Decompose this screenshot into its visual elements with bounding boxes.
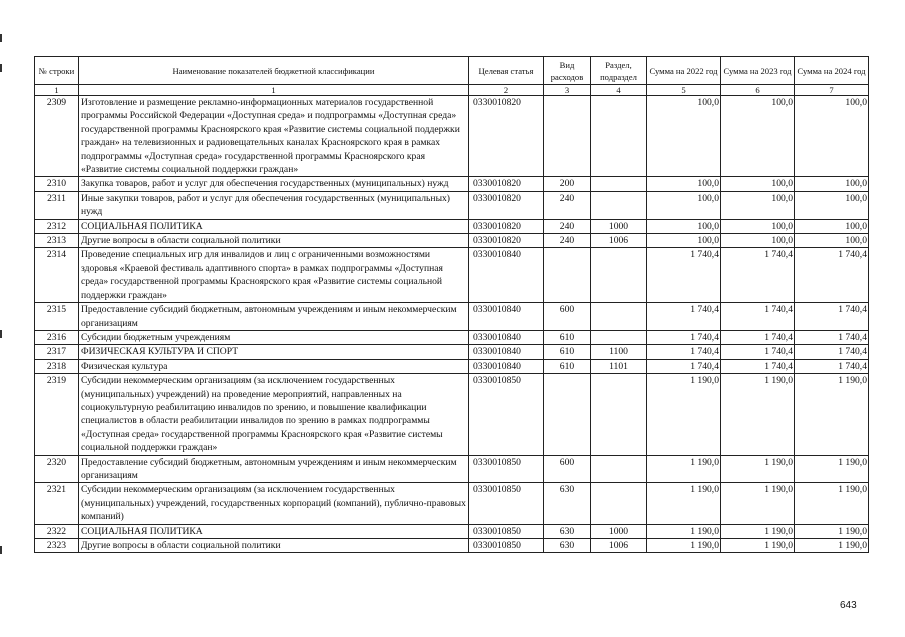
indicator-name: Другие вопросы в области социальной политики xyxy=(79,539,469,553)
table-row xyxy=(35,219,869,233)
section-code xyxy=(591,483,647,524)
table-row xyxy=(35,483,869,524)
target-article: 0330010840 xyxy=(469,345,544,359)
sum-2022: 100,0 xyxy=(647,219,721,233)
header-name: Наименование показателей бюджетной классификации xyxy=(79,57,469,85)
row-number: 2321 xyxy=(35,483,79,524)
section-code: 1101 xyxy=(591,359,647,373)
section-code: 1006 xyxy=(591,234,647,248)
sum-2023: 100,0 xyxy=(721,219,795,233)
sum-2022: 1 740,4 xyxy=(647,303,721,331)
sum-2022: 1 190,0 xyxy=(647,483,721,524)
row-number: 2318 xyxy=(35,359,79,373)
sum-2022: 100,0 xyxy=(647,177,721,191)
column-number: 7 xyxy=(795,85,869,96)
target-article: 0330010840 xyxy=(469,359,544,373)
indicator-name: Субсидии бюджетным учреждениям xyxy=(79,330,469,344)
sum-2024: 1 190,0 xyxy=(795,539,869,553)
row-number: 2312 xyxy=(35,219,79,233)
sum-2022: 1 740,4 xyxy=(647,330,721,344)
sum-2023: 1 740,4 xyxy=(721,248,795,303)
row-number: 2323 xyxy=(35,539,79,553)
header-row-no: № строки xyxy=(35,57,79,85)
section-code: 1000 xyxy=(591,524,647,538)
section-code xyxy=(591,330,647,344)
expense-type xyxy=(544,374,591,455)
expense-type: 240 xyxy=(544,191,591,219)
expense-type: 630 xyxy=(544,483,591,524)
sum-2023: 1 740,4 xyxy=(721,330,795,344)
expense-type: 630 xyxy=(544,539,591,553)
expense-type: 630 xyxy=(544,524,591,538)
table-row xyxy=(35,345,869,359)
indicator-name: Субсидии некоммерческим организациям (за исключением государственных (муниципальных) учреждений) на проведение мероприятий, направленных на социокультурную реабилитацию инвалидов по зрению, и повышение квалификации специалистов в области реабилитации инвалидов по зрению в рамках подпрограммы «Доступная среда» государственной программы Красноярского края «Развитие системы социальной поддержки граждан» xyxy=(79,374,469,455)
table-row xyxy=(35,524,869,538)
header-expense-type: Вид расходов xyxy=(544,57,591,85)
sum-2023: 1 740,4 xyxy=(721,303,795,331)
table-row xyxy=(35,374,869,455)
indicator-name: Изготовление и размещение рекламно-информационных материалов государственной программы Российской Федерации «Доступная среда» и подпрограммы «Доступная среда» государственной программы Красноярского края «Развитие системы социальной поддержки граждан» на телевизионных и радиовещательных каналах Красноярского края в рамках подпрограммы «Доступная среда» государственной программы Красноярского края «Развитие системы социальной поддержки граждан» xyxy=(79,96,469,177)
table-row xyxy=(35,248,869,303)
table-row xyxy=(35,359,869,373)
target-article: 0330010820 xyxy=(469,191,544,219)
header-sum-2022: Сумма на 2022 год xyxy=(647,57,721,85)
budget-table-container xyxy=(34,56,868,553)
indicator-name: Проведение специальных игр для инвалидов и лиц с ограниченными возможностями здоровья «Краевой фестиваль адаптивного спорта» в рамках подпрограммы «Доступная среда» государственной программы Красноярского края «Развитие системы социальной поддержки граждан» xyxy=(79,248,469,303)
row-number: 2311 xyxy=(35,191,79,219)
indicator-name: Закупка товаров, работ и услуг для обеспечения государственных (муниципальных) нужд xyxy=(79,177,469,191)
section-code: 1100 xyxy=(591,345,647,359)
sum-2023: 1 190,0 xyxy=(721,524,795,538)
sum-2024: 1 190,0 xyxy=(795,524,869,538)
sum-2022: 1 190,0 xyxy=(647,455,721,483)
table-row xyxy=(35,177,869,191)
sum-2022: 1 740,4 xyxy=(647,345,721,359)
section-code xyxy=(591,303,647,331)
table-row xyxy=(35,234,869,248)
scan-edge-mark xyxy=(0,64,2,72)
table-body xyxy=(35,96,869,553)
target-article: 0330010820 xyxy=(469,96,544,177)
scan-edge-mark xyxy=(0,546,2,554)
sum-2024: 1 190,0 xyxy=(795,374,869,455)
sum-2022: 100,0 xyxy=(647,191,721,219)
sum-2023: 1 740,4 xyxy=(721,345,795,359)
column-number: 6 xyxy=(721,85,795,96)
column-number: 1 xyxy=(35,85,79,96)
row-number: 2320 xyxy=(35,455,79,483)
sum-2024: 100,0 xyxy=(795,177,869,191)
row-number: 2313 xyxy=(35,234,79,248)
sum-2024: 1 740,4 xyxy=(795,359,869,373)
sum-2022: 100,0 xyxy=(647,234,721,248)
row-number: 2319 xyxy=(35,374,79,455)
target-article: 0330010840 xyxy=(469,248,544,303)
indicator-name: Предоставление субсидий бюджетным, автономным учреждениям и иным некоммерческим организациям xyxy=(79,303,469,331)
indicator-name: СОЦИАЛЬНАЯ ПОЛИТИКА xyxy=(79,524,469,538)
section-code: 1000 xyxy=(591,219,647,233)
sum-2024: 1 740,4 xyxy=(795,248,869,303)
expense-type: 600 xyxy=(544,303,591,331)
indicator-name: Предоставление субсидий бюджетным, автономным учреждениям и иным некоммерческим организациям xyxy=(79,455,469,483)
header-section: Раздел, подраздел xyxy=(591,57,647,85)
expense-type: 600 xyxy=(544,455,591,483)
row-number: 2316 xyxy=(35,330,79,344)
section-code xyxy=(591,177,647,191)
row-number: 2317 xyxy=(35,345,79,359)
sum-2024: 1 740,4 xyxy=(795,345,869,359)
sum-2023: 100,0 xyxy=(721,96,795,177)
sum-2024: 1 740,4 xyxy=(795,303,869,331)
row-number: 2314 xyxy=(35,248,79,303)
target-article: 0330010850 xyxy=(469,524,544,538)
sum-2022: 1 190,0 xyxy=(647,524,721,538)
target-article: 0330010850 xyxy=(469,374,544,455)
target-article: 0330010850 xyxy=(469,539,544,553)
expense-type: 610 xyxy=(544,345,591,359)
indicator-name: СОЦИАЛЬНАЯ ПОЛИТИКА xyxy=(79,219,469,233)
expense-type: 610 xyxy=(544,330,591,344)
scan-edge-mark xyxy=(0,330,2,338)
sum-2023: 100,0 xyxy=(721,191,795,219)
target-article: 0330010840 xyxy=(469,303,544,331)
sum-2022: 1 190,0 xyxy=(647,539,721,553)
table-row xyxy=(35,455,869,483)
sum-2022: 1 190,0 xyxy=(647,374,721,455)
sum-2024: 1 740,4 xyxy=(795,330,869,344)
expense-type: 240 xyxy=(544,234,591,248)
column-number: 3 xyxy=(544,85,591,96)
page-number: 643 xyxy=(840,600,857,611)
column-number-row xyxy=(35,85,869,96)
target-article: 0330010820 xyxy=(469,177,544,191)
expense-type xyxy=(544,96,591,177)
sum-2024: 1 190,0 xyxy=(795,483,869,524)
sum-2024: 100,0 xyxy=(795,96,869,177)
scan-edge-mark xyxy=(0,34,2,42)
sum-2023: 1 190,0 xyxy=(721,539,795,553)
target-article: 0330010820 xyxy=(469,219,544,233)
sum-2023: 1 190,0 xyxy=(721,483,795,524)
section-code xyxy=(591,455,647,483)
column-number: 4 xyxy=(591,85,647,96)
header-target: Целевая статья xyxy=(469,57,544,85)
target-article: 0330010850 xyxy=(469,483,544,524)
indicator-name: Субсидии некоммерческим организациям (за исключением государственных (муниципальных) учреждений, государственных корпораций (компаний), публично-правовых компаний) xyxy=(79,483,469,524)
sum-2024: 100,0 xyxy=(795,219,869,233)
header-sum-2024: Сумма на 2024 год xyxy=(795,57,869,85)
section-code xyxy=(591,248,647,303)
sum-2023: 1 740,4 xyxy=(721,359,795,373)
column-number: 2 xyxy=(469,85,544,96)
indicator-name: Другие вопросы в области социальной политики xyxy=(79,234,469,248)
column-number: 1 xyxy=(79,85,469,96)
budget-table xyxy=(34,56,869,553)
section-code xyxy=(591,96,647,177)
target-article: 0330010840 xyxy=(469,330,544,344)
table-row xyxy=(35,191,869,219)
table-row xyxy=(35,96,869,177)
row-number: 2310 xyxy=(35,177,79,191)
row-number: 2309 xyxy=(35,96,79,177)
indicator-name: ФИЗИЧЕСКАЯ КУЛЬТУРА И СПОРТ xyxy=(79,345,469,359)
header-sum-2023: Сумма на 2023 год xyxy=(721,57,795,85)
indicator-name: Иные закупки товаров, работ и услуг для обеспечения государственных (муниципальных) нужд xyxy=(79,191,469,219)
sum-2023: 100,0 xyxy=(721,234,795,248)
section-code: 1006 xyxy=(591,539,647,553)
sum-2024: 100,0 xyxy=(795,191,869,219)
expense-type xyxy=(544,248,591,303)
sum-2022: 1 740,4 xyxy=(647,359,721,373)
target-article: 0330010820 xyxy=(469,234,544,248)
header-row xyxy=(35,57,869,85)
sum-2022: 1 740,4 xyxy=(647,248,721,303)
section-code xyxy=(591,374,647,455)
expense-type: 610 xyxy=(544,359,591,373)
target-article: 0330010850 xyxy=(469,455,544,483)
sum-2022: 100,0 xyxy=(647,96,721,177)
sum-2023: 1 190,0 xyxy=(721,374,795,455)
table-row xyxy=(35,330,869,344)
indicator-name: Физическая культура xyxy=(79,359,469,373)
sum-2023: 100,0 xyxy=(721,177,795,191)
column-number: 5 xyxy=(647,85,721,96)
row-number: 2322 xyxy=(35,524,79,538)
sum-2023: 1 190,0 xyxy=(721,455,795,483)
section-code xyxy=(591,191,647,219)
sum-2024: 1 190,0 xyxy=(795,455,869,483)
row-number: 2315 xyxy=(35,303,79,331)
expense-type: 240 xyxy=(544,219,591,233)
table-row xyxy=(35,303,869,331)
table-row xyxy=(35,539,869,553)
expense-type: 200 xyxy=(544,177,591,191)
sum-2024: 100,0 xyxy=(795,234,869,248)
